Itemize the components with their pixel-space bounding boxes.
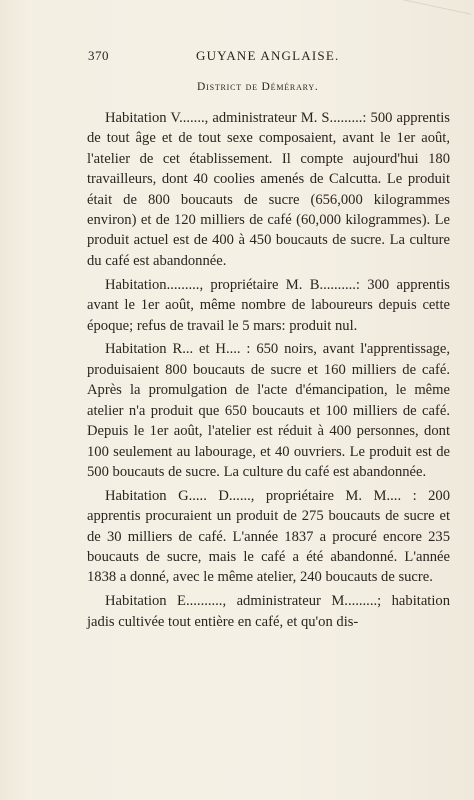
page-fold-mark (402, 0, 474, 15)
page-header (88, 48, 448, 68)
paragraph: Habitation........., propriétaire M. B..........: 300 apprentis avant le 1er août, même nombre de laboureurs depuis cette époque; refus de travail le 5 mars: produit nul. (87, 276, 450, 334)
running-head: GUYANE ANGLAISE. (196, 48, 340, 63)
paragraph: Habitation G..... D......, propriétaire M. M.... : 200 apprentis procuraient un produit de 275 boucauts de sucre et de 30 milliers de café. L'année 1837 a procuré encore 235 boucauts de sucre, mais le café a été abandonné. L'année 1838 a donné, avec le même atelier, 240 boucauts de sucre. (87, 487, 450, 586)
paragraph: Habitation R... et H.... : 650 noirs, avant l'apprentissage, produisaient 800 boucauts de sucre et 160 milliers de café. Après la promulgation de l'acte d'émancipation, le même atelier n'a produit que 650 boucauts et 100 milliers de café. Depuis le 1er août, l'atelier est réduit à 400 personnes, dont 100 seulement au labourage, et 40 ouvriers. Le produit est de 500 boucauts de sucre. La culture du café est abandonnée. (87, 341, 450, 480)
page-number: 370 (88, 48, 109, 63)
section-title: District de Démérary. (197, 81, 319, 93)
paragraph: Habitation E.........., administrateur M.........; habitation jadis cultivée tout entière en café, et qu'on dis- (87, 593, 450, 630)
paragraph: Habitation V......., administrateur M. S.........: 500 apprentis de tout âge et de tout sexe composaient, avant le 1er août, l'atelier de cet établissement. Il compte aujourd'hui 180 travailleurs, dont 40 coolies amenés de Calcutta. Le produit était de 800 boucauts de sucre (656,000 kilogrammes environ) et de 120 milliers de café (60,000 kilogrammes). Le produit actuel est de 400 à 450 boucauts de sucre. La culture du café est abandonnée. (87, 110, 450, 269)
body-text (87, 108, 450, 636)
